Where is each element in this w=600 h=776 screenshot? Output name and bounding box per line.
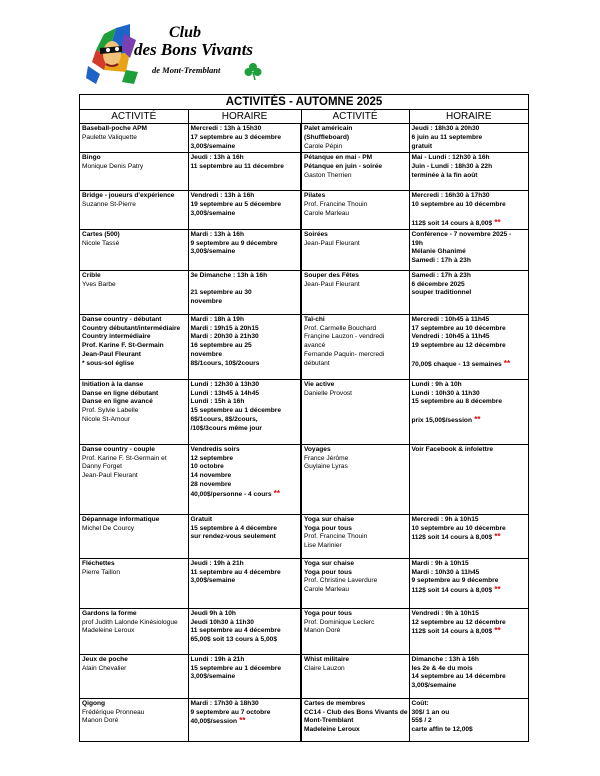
- asterisk-mark-icon: **: [492, 217, 501, 227]
- cell-line: Gratuit: [190, 515, 213, 523]
- cell-line: Vendredis soirs: [190, 445, 240, 453]
- schedule-cell: [188, 558, 301, 608]
- cell-line: Bingo: [82, 154, 101, 161]
- cell-line: 28 novembre: [190, 481, 232, 489]
- schedule-cell: [188, 153, 301, 191]
- schedule-cell: [188, 654, 301, 698]
- table-row: [80, 124, 528, 153]
- table-row: [80, 654, 528, 698]
- cell-line: Madeleine Leroux: [82, 627, 135, 635]
- cell-line: Yoga pour tous: [304, 524, 352, 532]
- cell-line: 112$ soit 14 cours à 8,00$ **: [411, 626, 501, 636]
- cell-line: Prof. Dominique Leclerc: [304, 618, 375, 626]
- cell-line: Palet américain: [304, 125, 353, 132]
- cell-line: 21 septembre au 30: [190, 289, 252, 297]
- cell-line: Souper des Fêtes: [304, 271, 359, 279]
- cell-line: Voir Facebook & infolettre: [411, 445, 494, 453]
- cell-line: Mardi : 20h30 à 21h30: [190, 333, 259, 341]
- cell-line: Mardi : 18h à 19h: [190, 315, 245, 323]
- cell-line: 17 septembre au 10 décembre: [411, 324, 506, 332]
- cell-line: novembre: [190, 351, 223, 359]
- activity-cell: [301, 444, 409, 514]
- cell-line: 19 septembre au 5 décembre: [190, 200, 282, 208]
- activity-cell: [301, 229, 409, 270]
- cell-line: Pétanque en juin - soirée: [304, 162, 383, 170]
- cell-line: Michel De Courcy: [82, 524, 135, 532]
- cell-line: 112$ soit 14 cours à 8,00$ **: [411, 217, 501, 227]
- activity-cell: [80, 558, 188, 608]
- cell-line: Mélanie Ghanimé: [411, 248, 466, 256]
- cell-line: Soirées: [304, 230, 328, 238]
- cell-line: Taï-chi: [304, 315, 325, 323]
- cell-line: 3,00$/semaine: [190, 209, 236, 217]
- cell-line: 9 septembre au 7 octobre: [190, 708, 271, 716]
- cell-line: Samedi : 17h à 23h: [411, 271, 471, 279]
- table-row: [80, 191, 528, 230]
- logo-text-place: de Mont-Tremblant: [152, 65, 221, 75]
- cell-line: /10$/3cours même jour: [190, 425, 262, 433]
- cell-line: Claire Lauzon: [304, 664, 345, 672]
- cell-line: Cartes de membres: [304, 699, 366, 707]
- schedule-cell: [188, 124, 301, 153]
- cell-line: Danny Forget: [82, 463, 122, 471]
- cell-line: 3e Dimanche : 13h à 16h: [190, 271, 268, 279]
- schedule-cell: [409, 379, 528, 444]
- cell-line: Jean-Paul Fleurant: [304, 239, 360, 247]
- asterisk-mark-icon: **: [237, 716, 246, 726]
- cell-line: terminée à la fin août: [411, 171, 478, 179]
- cell-line: Nicole Tassé: [82, 239, 120, 247]
- cell-line: 40,00$/personne - 4 cours **: [190, 489, 280, 499]
- cell-line: Vie active: [304, 380, 335, 388]
- cell-line: Prof. Christine Laverdure: [304, 577, 378, 585]
- table-row: [80, 314, 528, 379]
- cell-line: Mont-Tremblant: [304, 717, 354, 725]
- schedule-cell: [409, 698, 528, 741]
- activity-cell: [301, 654, 409, 698]
- cell-line: 40,00$/session **: [190, 716, 246, 726]
- cell-line: Coût:: [411, 699, 429, 707]
- cell-line: Vendredi : 13h à 16h: [190, 192, 255, 199]
- activity-cell: [80, 314, 188, 379]
- cell-line: Prof. Sylvie Labelle: [82, 407, 139, 415]
- cell-line: Guylaine Lyras: [304, 463, 348, 471]
- asterisk-mark-icon: **: [492, 626, 501, 636]
- cell-line: 3,00$/semaine: [190, 142, 236, 150]
- cell-line: * sous-sol église: [82, 360, 135, 368]
- cell-line: 15 septembre au 1 décembre: [190, 664, 282, 672]
- asterisk-mark-icon: **: [492, 585, 501, 595]
- cell-line: Whist militaire: [304, 655, 350, 663]
- table-row: [80, 608, 528, 654]
- cell-line: Prof. Francine Thouin: [304, 200, 368, 208]
- cell-line: 14 novembre: [190, 472, 232, 480]
- cell-line: Lundi : 15h à 16h: [190, 398, 245, 406]
- schedule-cell: [188, 514, 301, 558]
- table-row: [80, 558, 528, 608]
- cell-line: 9 septembre au 9 décembre: [190, 239, 278, 247]
- cell-line: Jeudi : 13h à 16h: [190, 154, 244, 161]
- schedule-cell: [409, 558, 528, 608]
- schedule-cell: [409, 314, 528, 379]
- schedule-cell: [409, 153, 528, 191]
- cell-line: 3,00$/semaine: [190, 673, 236, 681]
- cell-line: Baseball-poche APM: [82, 125, 147, 132]
- cell-line: 12 septembre au 12 décembre: [411, 618, 506, 626]
- activity-cell: [301, 514, 409, 558]
- cell-line: Lundi : 19h à 21h: [190, 655, 245, 663]
- activity-cell: [301, 558, 409, 608]
- cell-line: Mercredi : 13h à 15h30: [190, 125, 262, 132]
- cell-line: Jean-Paul Fleurant: [82, 472, 138, 480]
- cell-line: Prof. Karine F. St-Germain et: [82, 454, 167, 462]
- cell-line: Samedi : 17h à 23h: [411, 257, 471, 265]
- cell-line: France Jérôme: [304, 454, 349, 462]
- cell-line: Jeux de poche: [82, 655, 128, 663]
- activity-cell: [301, 191, 409, 230]
- cell-line: 17 septembre au 3 décembre: [190, 133, 282, 141]
- cell-line: Prof. Carmelle Bouchard: [304, 324, 377, 332]
- page-title: ACTIVITÉS - AUTOMNE 2025: [80, 95, 528, 110]
- cell-line: Jeudi : 18h30 à 20h30: [411, 125, 480, 132]
- cell-line: Danielle Provost: [304, 389, 353, 397]
- activity-cell: [80, 124, 188, 153]
- table-row: [80, 514, 528, 558]
- cell-line: Crible: [82, 271, 101, 279]
- table-row: [80, 444, 528, 514]
- table-header-row: [80, 110, 528, 124]
- cell-line: Country intermédiaire: [82, 333, 151, 341]
- activity-cell: [80, 229, 188, 270]
- cell-line: Bridge - joueurs d'expérience: [82, 192, 175, 199]
- cell-line: 55$ / 2: [411, 717, 432, 725]
- cell-line: Pétanque en mai - PM: [304, 154, 373, 161]
- cell-line: Jean-Paul Fleurant: [82, 351, 141, 359]
- cell-line: Dimanche : 13h à 16h: [411, 655, 479, 663]
- cell-line: CC14 - Club des Bons Vivants de: [304, 708, 408, 716]
- cell-line: Gardons la forme: [82, 609, 137, 617]
- activity-cell: [80, 191, 188, 230]
- cell-line: carte affin te 12,00$: [411, 726, 473, 734]
- cell-line: Mardi : 9h à 10h15: [411, 559, 469, 567]
- cell-line: débutant: [304, 360, 330, 368]
- schedule-cell: [409, 514, 528, 558]
- cell-line: 65,00$ soit 13 cours à 5,00$: [190, 636, 278, 644]
- cell-line: 10 septembre au 10 décembre: [411, 200, 506, 208]
- schedule-cell: [409, 654, 528, 698]
- schedule-cell: [188, 608, 301, 654]
- cell-line: Dépannage informatique: [82, 515, 160, 523]
- cell-line: 16 septembre au 25: [190, 342, 252, 350]
- schedule-cell: [409, 191, 528, 230]
- schedule-cell: [188, 191, 301, 230]
- header-schedule-left: HORAIRE: [188, 110, 301, 124]
- asterisk-mark-icon: **: [492, 532, 501, 542]
- activity-cell: [80, 608, 188, 654]
- cell-line: 11 septembre au 4 décembre: [190, 568, 281, 576]
- cell-line: Monique Denis Patry: [82, 162, 144, 170]
- club-logo: [86, 22, 266, 90]
- cell-line: 8$/1cours, 10$/2cours: [190, 360, 260, 368]
- cell-line: Conférence - 7 novembre 2025 -: [411, 230, 512, 238]
- schedule-cell: [409, 444, 528, 514]
- logo-text-name: des Bons Vivants: [134, 40, 254, 59]
- cell-line: 19h: [411, 239, 423, 247]
- cell-line: 3,00$/semaine: [190, 248, 236, 256]
- cell-line: Country débutant/intermédiaire: [82, 324, 181, 332]
- cell-line: prof Judith Lalonde Kinésiologue: [82, 618, 178, 626]
- cell-line: 112$ soit 14 cours à 8,00$ **: [411, 585, 501, 595]
- activity-cell: [80, 153, 188, 191]
- cell-line: 14 septembre au 14 décembre: [411, 673, 506, 681]
- cell-line: Lundi : 13h45 à 14h45: [190, 389, 260, 397]
- schedule-cell: [409, 229, 528, 270]
- cell-line: 6$/1cours, 8$/2cours,: [190, 416, 258, 424]
- cell-line: 12 septembre: [190, 454, 234, 462]
- table-row: [80, 270, 528, 314]
- cell-line: Jeudi 10h30 à 11h30: [190, 618, 254, 626]
- activity-cell: [80, 698, 188, 741]
- cell-line: Mardi : 13h à 16h: [190, 230, 245, 238]
- header-schedule-right: HORAIRE: [409, 110, 528, 124]
- activities-table: [80, 110, 528, 741]
- cell-line: Jeudi 9h à 10h: [190, 609, 236, 617]
- activities-sheet: [79, 94, 529, 742]
- header-activity-right: ACTIVITÉ: [301, 110, 409, 124]
- cell-line: 19 septembre au 12 décembre: [411, 342, 506, 350]
- activity-cell: [301, 314, 409, 379]
- cell-line: Carole Pépin: [304, 142, 343, 150]
- cell-line: Manon Doré: [304, 627, 341, 635]
- table-row: [80, 229, 528, 270]
- cell-line: Danse country - couple: [82, 445, 155, 453]
- activity-cell: [301, 270, 409, 314]
- cell-line: Frédérique Pronneau: [82, 708, 145, 716]
- activity-cell: [301, 698, 409, 741]
- cell-line: 15 septembre au 8 décembre: [411, 398, 503, 406]
- cell-line: gratuit: [411, 142, 433, 150]
- cell-line: (Shuffleboard): [304, 133, 350, 141]
- schedule-cell: [188, 698, 301, 741]
- cell-line: 9 septembre au 9 décembre: [411, 577, 499, 585]
- activity-cell: [80, 444, 188, 514]
- asterisk-mark-icon: **: [501, 359, 511, 369]
- cell-line: Manon Doré: [82, 717, 119, 725]
- cell-line: Mardi : 10h30 à 11h45: [411, 568, 480, 576]
- cell-line: Mardi : 19h15 à 20h15: [190, 324, 259, 332]
- cell-line: Prof. Francine Thouin: [304, 533, 368, 541]
- cell-line: Initiation à la danse: [82, 380, 144, 388]
- cell-line: Françine Lauzon - vendredi: [304, 333, 385, 341]
- cell-line: Carole Marleau: [304, 209, 350, 217]
- cell-line: Vendredi : 10h45 à 11h45: [411, 333, 490, 341]
- activity-cell: [80, 379, 188, 444]
- table-row: [80, 153, 528, 191]
- cell-line: 70,00$ chaque - 13 semaines **: [411, 359, 511, 369]
- cell-line: Paulette Valiquette: [82, 133, 137, 141]
- cell-line: novembre: [190, 298, 223, 306]
- cell-line: avancé: [304, 342, 326, 350]
- cell-line: Jeudi : 19h à 21h: [190, 559, 244, 567]
- table-row: [80, 698, 528, 741]
- cell-line: 10 octobre: [190, 463, 224, 471]
- cell-line: 3,00$/semaine: [411, 682, 457, 690]
- cell-line: 112$ soit 14 cours à 8,00$ **: [411, 532, 501, 542]
- schedule-cell: [188, 229, 301, 270]
- cell-line: Fléchettes: [82, 559, 115, 567]
- header-activity-left: ACTIVITÉ: [80, 110, 188, 124]
- schedule-cell: [188, 444, 301, 514]
- cell-line: 11 septembre au 4 décembre: [190, 627, 281, 635]
- cell-line: Yoga sur chaise: [304, 559, 355, 567]
- cell-line: Voyages: [304, 445, 331, 453]
- cell-line: Suzanne St-Pierre: [82, 200, 136, 208]
- cell-line: Yoga pour tous: [304, 568, 352, 576]
- cell-line: Juin - Lundi : 18h30 à 22h: [411, 162, 493, 170]
- cell-line: Prof. Karine F. St-Germain: [82, 342, 164, 350]
- cell-line: Alain Chevalier: [82, 664, 127, 672]
- schedule-cell: [409, 124, 528, 153]
- activity-cell: [80, 270, 188, 314]
- schedule-cell: [188, 379, 301, 444]
- cell-line: Lundi : 12h30 à 13h30: [190, 380, 260, 388]
- cell-line: 11 septembre au 11 décembre: [190, 162, 284, 170]
- cell-line: 6 décembre 2025: [411, 280, 465, 288]
- cell-line: Nicole St-Amour: [82, 416, 131, 424]
- cell-line: Pilates: [304, 192, 326, 199]
- cell-line: 15 septembre à 4 décembre: [190, 524, 277, 532]
- cell-line: Mercredi : 10h45 à 11h45: [411, 315, 490, 323]
- activity-cell: [301, 124, 409, 153]
- cell-line: Fernande Paquin- mercredi: [304, 351, 385, 359]
- cell-line: 10 septembre au 10 décembre: [411, 524, 506, 532]
- cell-line: 6 juin au 11 septembre: [411, 133, 483, 141]
- asterisk-mark-icon: **: [471, 415, 481, 425]
- activity-cell: [80, 654, 188, 698]
- schedule-cell: [409, 270, 528, 314]
- cell-line: Carole Marleau: [304, 586, 350, 594]
- activity-cell: [301, 608, 409, 654]
- schedule-cell: [188, 314, 301, 379]
- cell-line: Danse country - débutant: [82, 315, 162, 323]
- activity-cell: [80, 514, 188, 558]
- cell-line: Mardi : 17h30 à 18h30: [190, 699, 259, 707]
- cell-line: Lundi : 9h à 10h: [411, 380, 462, 388]
- activity-cell: [301, 379, 409, 444]
- activity-cell: [301, 153, 409, 191]
- cell-line: Qigong: [82, 699, 106, 707]
- cell-line: Jean-Paul Fleurant: [304, 280, 360, 288]
- logo-text-club: Club: [169, 24, 202, 41]
- table-row: [80, 379, 528, 444]
- schedule-cell: [409, 608, 528, 654]
- schedule-cell: [188, 270, 301, 314]
- cell-line: Danse en ligne avancé: [82, 398, 153, 406]
- cell-line: Yoga sur chaise: [304, 515, 355, 523]
- cell-line: 3,00$/semaine: [190, 577, 236, 585]
- cell-line: Danse en ligne débutant: [82, 389, 159, 397]
- cell-line: Madeleine Leroux: [304, 726, 360, 734]
- asterisk-mark-icon: **: [271, 489, 280, 499]
- cell-line: Lise Marinier: [304, 542, 342, 550]
- cell-line: Pierre Taillon: [82, 568, 120, 576]
- cell-line: Mai - Lundi : 12h30 à 16h: [411, 154, 490, 161]
- cell-line: 30$/ 1 an ou: [411, 708, 450, 716]
- cell-line: Gaston Therrien: [304, 171, 352, 179]
- cell-line: Cartes (500): [82, 230, 120, 238]
- cell-line: sur rendez-vous seulement: [190, 533, 276, 541]
- shamrock-icon: [244, 62, 262, 80]
- cell-line: Yves Barbe: [82, 280, 116, 288]
- cell-line: 15 septembre au 1 décembre: [190, 407, 282, 415]
- cell-line: prix 15,00$/session **: [411, 415, 481, 425]
- cell-line: les 2e & 4e du mois: [411, 664, 473, 672]
- cell-line: Yoga pour tous: [304, 609, 352, 617]
- cell-line: Lundi : 10h30 à 11h30: [411, 389, 480, 397]
- cell-line: Vendredi : 9h à 10h15: [411, 609, 479, 617]
- cell-line: Mercredi : 9h à 10h15: [411, 515, 479, 523]
- cell-line: souper traditionnel: [411, 289, 472, 297]
- cell-line: Mercredi : 16h30 à 17h30: [411, 192, 490, 199]
